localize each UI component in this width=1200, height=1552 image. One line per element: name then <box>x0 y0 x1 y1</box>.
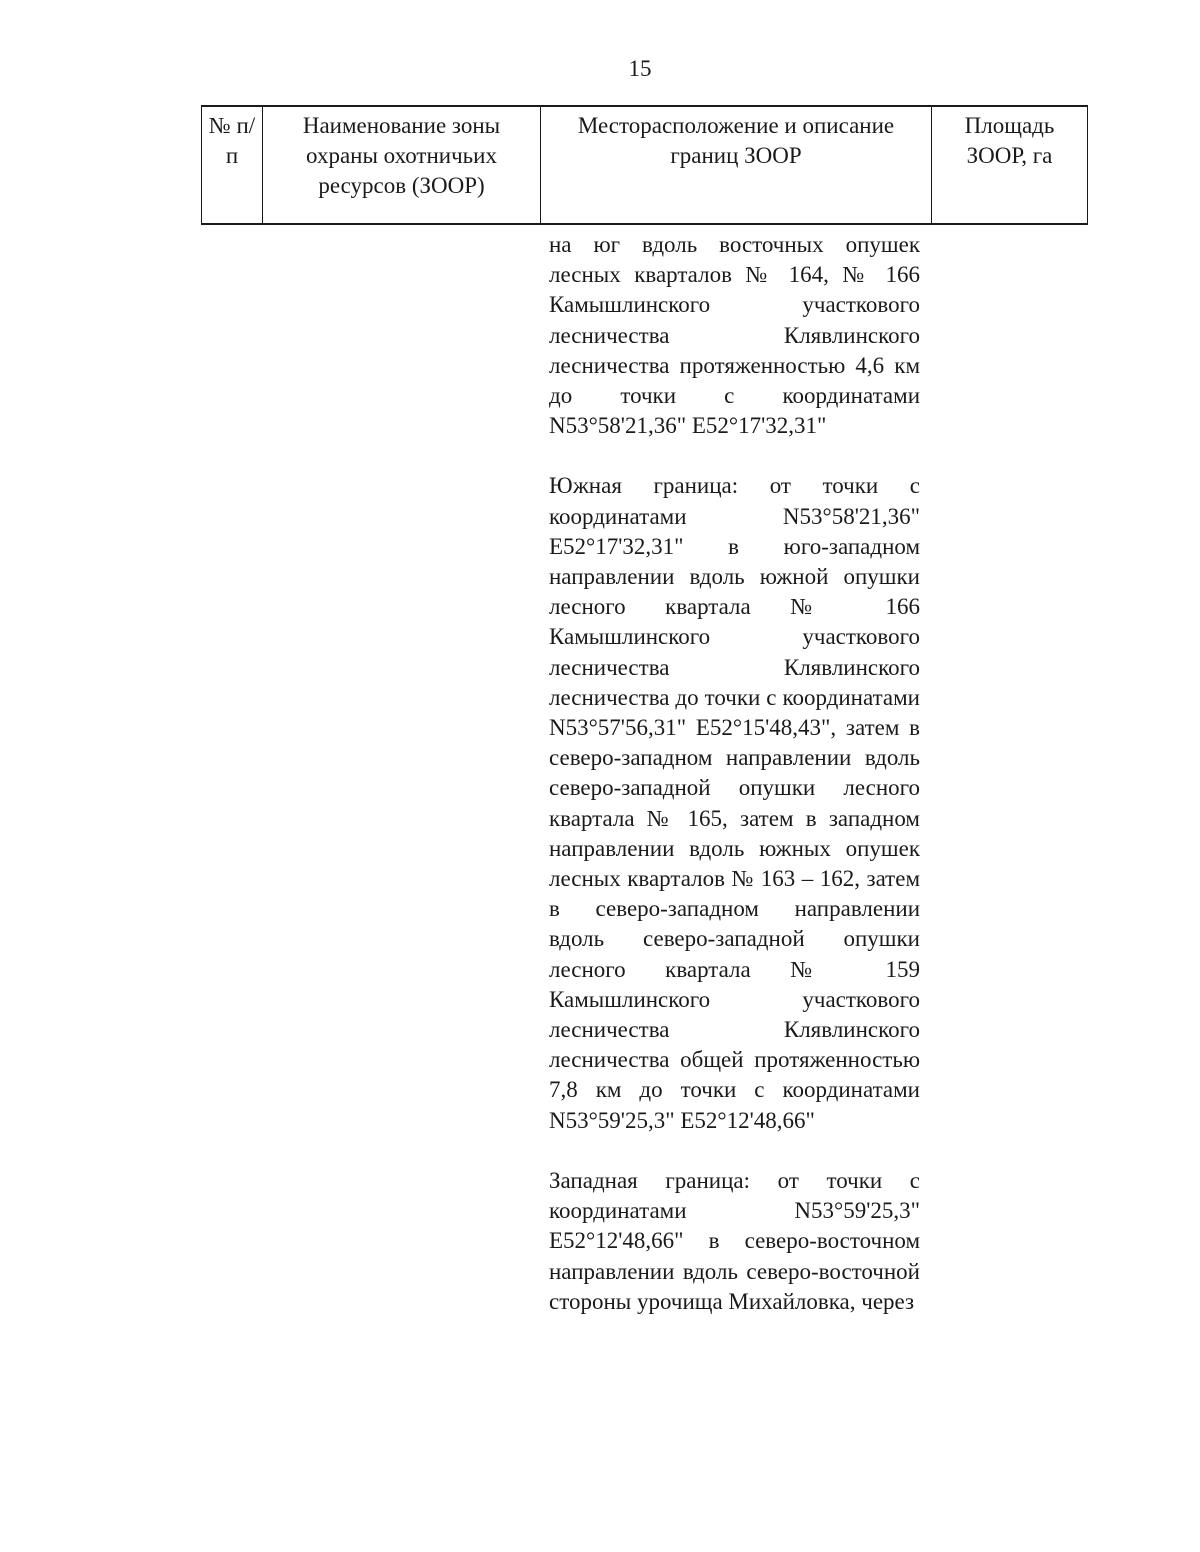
zone-table-header <box>201 105 1088 225</box>
column-header-number: № п/п <box>202 106 263 224</box>
description-paragraph-east-end: на юг вдоль восточных опушек лесных кварталов № 164, № 166 Камышлинского участкового лесничества Клявлинского лесничества протяженностью 4,6 км до точки с координатами N53°58'21,36" E52°17'32,31" <box>549 232 920 439</box>
description-paragraph-south-boundary: Южная граница: от точки с координатами N53°58'21,36" E52°17'32,31" в юго-западном направлении вдоль южной опушки лесного квартала № 166 Камышлинского участкового лесничества Клявлинского лесничества до точки с координатами N53°57'56,31" E52°15'48,43", затем в северо-западном направлении вдоль северо-западной опушки лесного квартала № 165, затем в западном направлении вдоль южных опушек лесных кварталов № 163 – 162, затем в северо-западном направлении вдоль северо-западной опушки лесного квартала № 159 Камышлинского участкового лесничества Клявлинского лесничества общей протяженностью 7,8 км до точки с координатами N53°59'25,3" E52°12'48,66" <box>549 473 920 1133</box>
table-header-row <box>202 106 1088 224</box>
column-header-zone-name: Наименование зоны охраны охотничьих ресурсов (ЗООР) <box>263 106 541 224</box>
page-number: 15 <box>628 56 652 81</box>
description-paragraph-west-boundary: Западная граница: от точки с координатами N53°59'25,3" E52°12'48,66" в северо-восточном направлении вдоль северо-восточной стороны урочища Михайловка, через <box>549 1167 920 1314</box>
column-header-area: Площадь ЗООР, га <box>932 106 1088 224</box>
column-header-location-description: Месторасположение и описание границ ЗООР <box>541 106 932 224</box>
boundary-description <box>549 230 920 1317</box>
